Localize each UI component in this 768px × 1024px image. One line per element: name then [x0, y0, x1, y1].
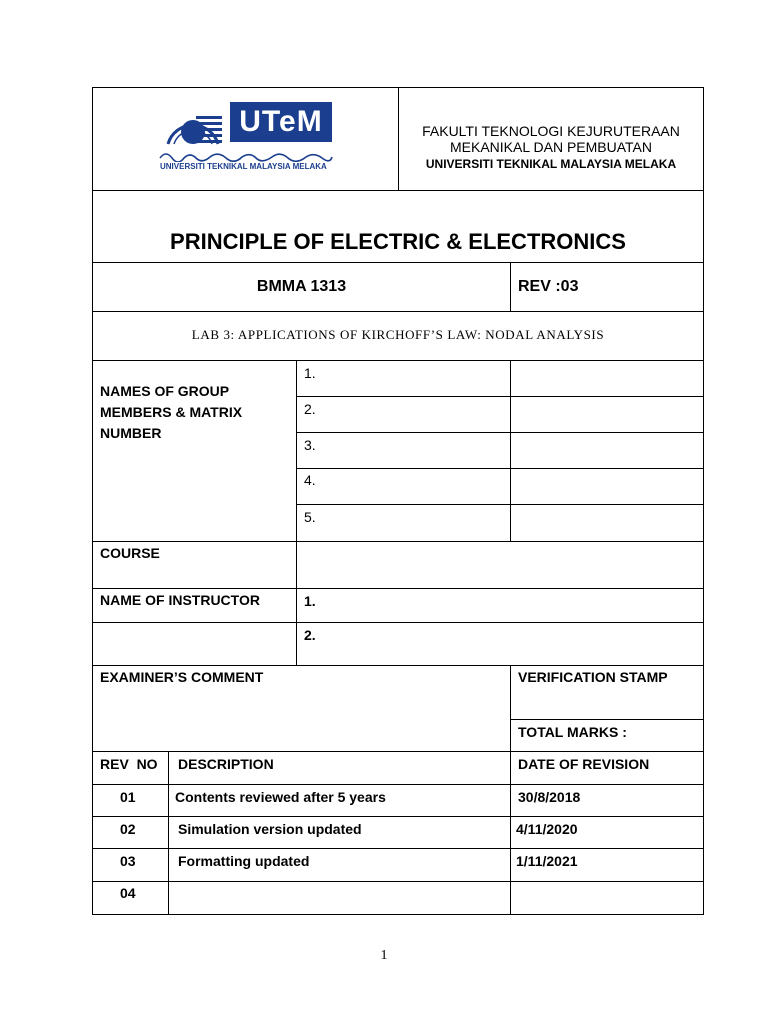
- group-label-line-3: NUMBER: [100, 425, 162, 441]
- row-line: [296, 504, 704, 505]
- page-title: PRINCIPLE OF ELECTRIC & ELECTRONICS: [170, 229, 626, 254]
- revision-row-description: Contents reviewed after 5 years: [175, 789, 386, 805]
- instructor-slot: 1.: [304, 593, 316, 609]
- col-line: [296, 360, 297, 665]
- examiner-comment-label: EXAMINER’S COMMENT: [100, 669, 264, 685]
- row-line: [92, 541, 704, 542]
- revision-row-date: 1/11/2021: [516, 853, 578, 869]
- member-slot: 3.: [304, 437, 316, 453]
- description-header: DESCRIPTION: [178, 756, 274, 772]
- row-line: [92, 262, 704, 263]
- instructor-label: NAME OF INSTRUCTOR: [100, 592, 260, 608]
- revision-row-description: Formatting updated: [178, 853, 310, 869]
- logo-university-name: UNIVERSITI TEKNIKAL MALAYSIA MELAKA: [160, 162, 327, 171]
- revision-row-number: 03: [120, 853, 136, 869]
- row-line: [296, 432, 704, 433]
- revision-row-number: 04: [120, 885, 136, 901]
- row-line: [296, 468, 704, 469]
- col-line: [168, 751, 169, 915]
- row-line: [92, 588, 704, 589]
- header-divider: [398, 87, 399, 191]
- row-line: [92, 311, 704, 312]
- revision-row-date: 30/8/2018: [518, 789, 581, 805]
- utem-logo: [156, 96, 336, 176]
- date-of-revision-header: DATE OF REVISION: [518, 756, 650, 772]
- rev-no-header: REV NO: [100, 756, 158, 772]
- row-line: [92, 360, 704, 361]
- member-slot: 4.: [304, 472, 316, 488]
- row-line: [92, 190, 704, 191]
- row-line: [92, 622, 704, 623]
- faculty-line-1: FAKULTI TEKNOLOGI KEJURUTERAAN: [422, 123, 680, 139]
- row-line: [510, 719, 704, 720]
- university-seal-icon: [160, 98, 226, 148]
- row-line: [92, 751, 704, 752]
- revision-row-date: 4/11/2020: [516, 821, 578, 837]
- row-line: [92, 881, 704, 882]
- col-line: [510, 262, 511, 312]
- row-line: [296, 396, 704, 397]
- revision-row-number: 02: [120, 821, 136, 837]
- member-slot: 5.: [304, 509, 316, 525]
- row-line: [92, 816, 704, 817]
- row-line: [92, 665, 704, 666]
- group-label-line-1: NAMES OF GROUP: [100, 383, 230, 399]
- row-line: [92, 848, 704, 849]
- lab-title: LAB 3: APPLICATIONS OF KIRCHOFF’S LAW: NODAL ANALYSIS: [191, 327, 605, 342]
- revision-row-description: Simulation version updated: [178, 821, 362, 837]
- logo-wordmark: UTeM: [230, 102, 332, 142]
- university-name: UNIVERSITI TEKNIKAL MALAYSIA MELAKA: [425, 157, 677, 171]
- faculty-line-2: MEKANIKAL DAN PEMBUATAN: [449, 139, 652, 155]
- revision-row-number: 01: [120, 789, 136, 805]
- instructor-slot: 2.: [304, 627, 316, 643]
- course-label: COURSE: [100, 545, 160, 561]
- group-label-line-2: MEMBERS & MATRIX: [100, 404, 243, 420]
- row-line: [92, 784, 704, 785]
- revision-number: REV :03: [518, 278, 579, 295]
- col-line: [510, 360, 511, 542]
- col-line: [510, 665, 511, 915]
- course-code: BMMA 1313: [256, 278, 347, 295]
- member-slot: 2.: [304, 401, 316, 417]
- verification-stamp-label: VERIFICATION STAMP: [518, 669, 668, 685]
- page-number: 1: [380, 948, 388, 963]
- jawi-script-mark: [156, 148, 336, 162]
- total-marks-label: TOTAL MARKS :: [518, 724, 627, 740]
- member-slot: 1.: [304, 365, 316, 381]
